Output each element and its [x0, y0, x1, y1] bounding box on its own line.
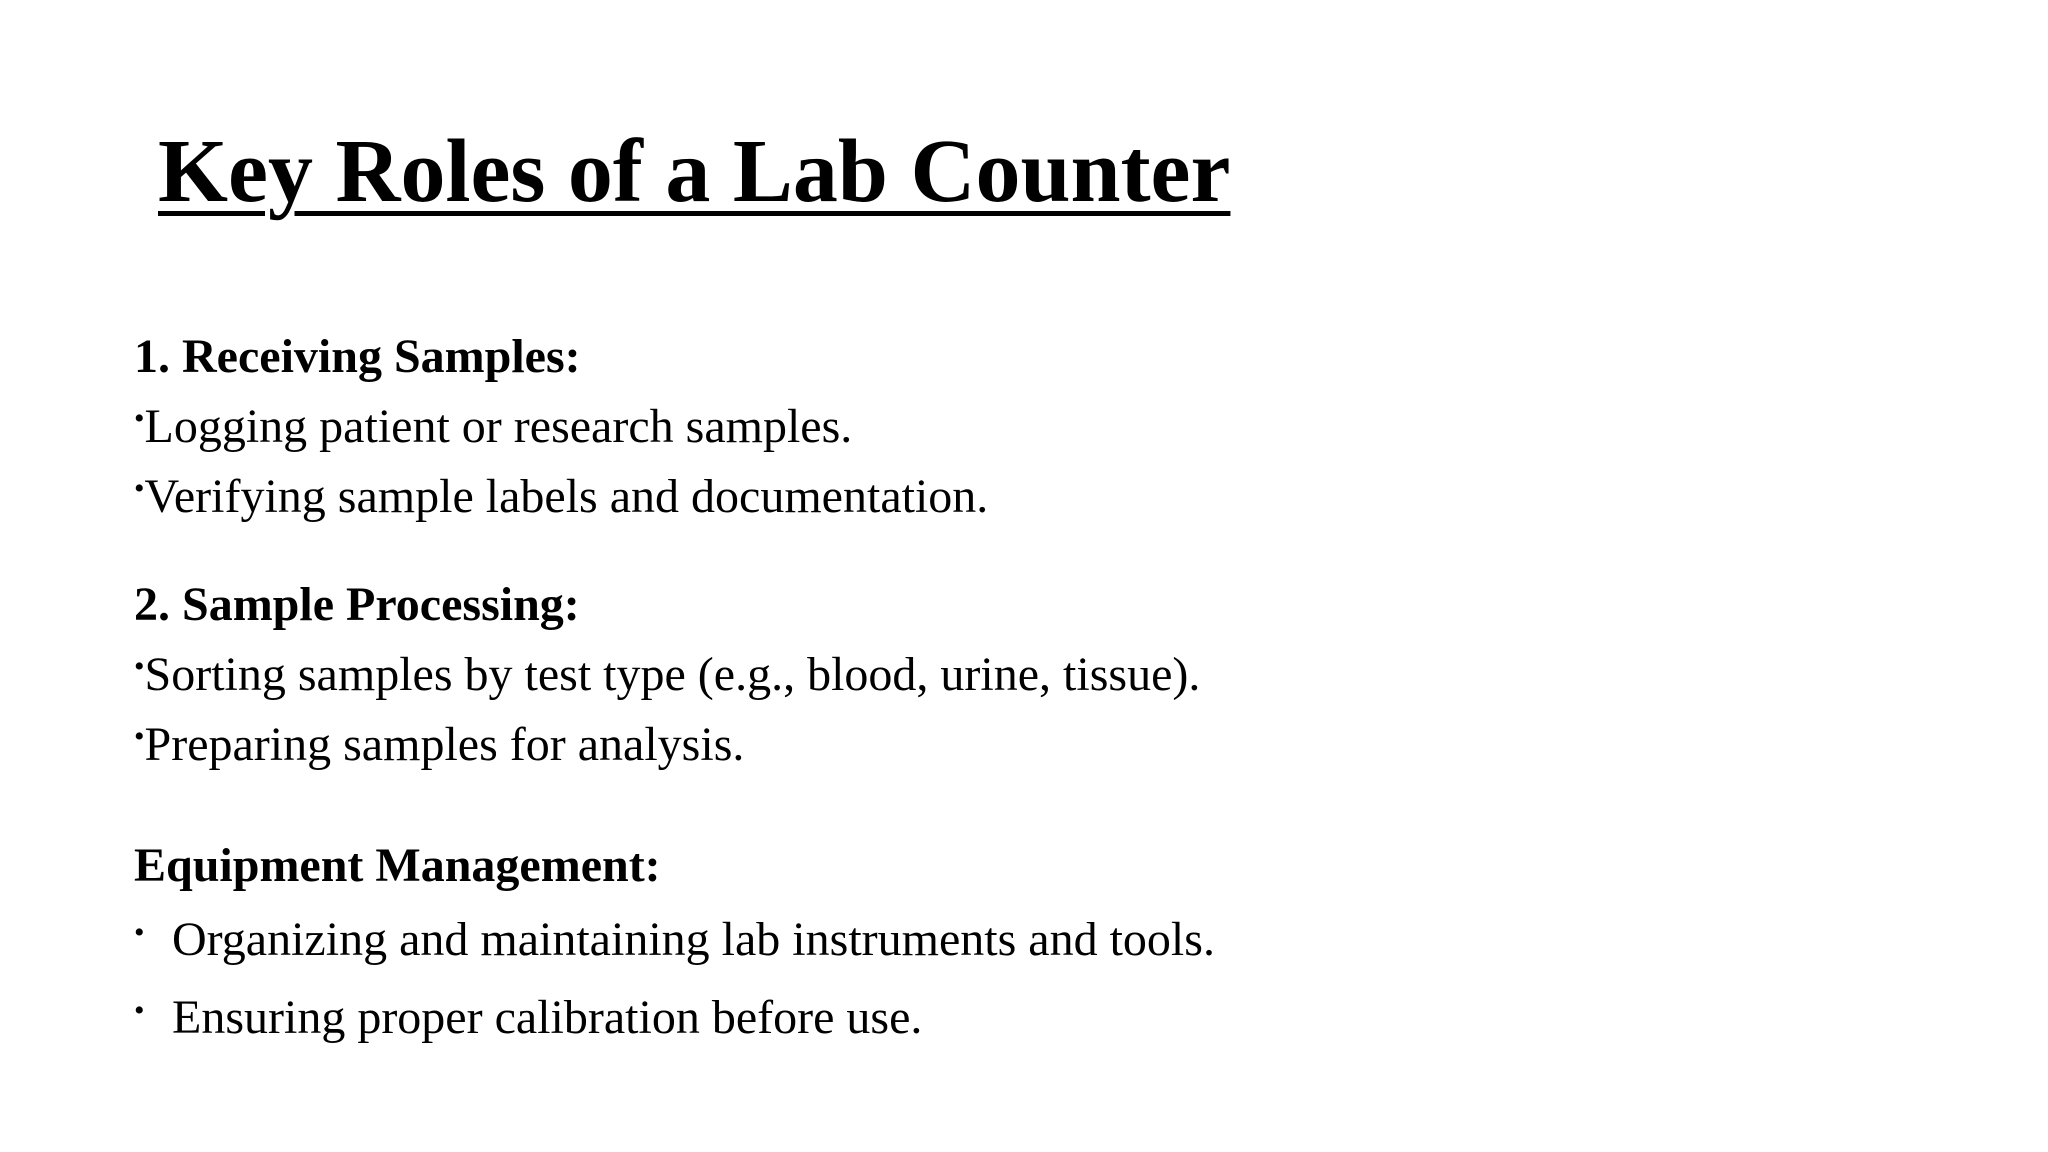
list-item [134, 987, 1215, 1049]
bullet-icon: • [134, 472, 145, 505]
slide-title: Key Roles of a Lab Counter [158, 122, 1231, 221]
section-heading: 2. Sample Processing: [134, 578, 580, 631]
bullet-icon: • [134, 720, 145, 753]
section-receiving-samples [134, 326, 988, 528]
section-equipment-management [134, 835, 1215, 1049]
list-item-text: Preparing samples for analysis. [144, 718, 745, 771]
list-item [134, 706, 1200, 776]
list-item-text: Logging patient or research samples. [144, 400, 853, 453]
list-item-text: Sorting samples by test type (e.g., blood, urine, tissue). [144, 648, 1201, 701]
list-item [134, 909, 1215, 971]
section-heading: 1. Receiving Samples: [134, 330, 581, 383]
section-heading: Equipment Management: [134, 839, 661, 892]
list-item [134, 636, 1200, 706]
bullet-icon: • [134, 402, 145, 435]
list-item-text: Verifying sample labels and documentation. [144, 470, 989, 523]
list-item-text: Ensuring proper calibration before use. [172, 991, 923, 1044]
section-sample-processing [134, 574, 1200, 776]
list-item [134, 388, 988, 458]
bullet-icon: • [134, 650, 145, 683]
bullet-icon: • [134, 916, 145, 949]
bullet-icon: • [134, 994, 145, 1027]
list-item-text: Organizing and maintaining lab instruments and tools. [172, 913, 1215, 966]
list-item [134, 458, 988, 528]
